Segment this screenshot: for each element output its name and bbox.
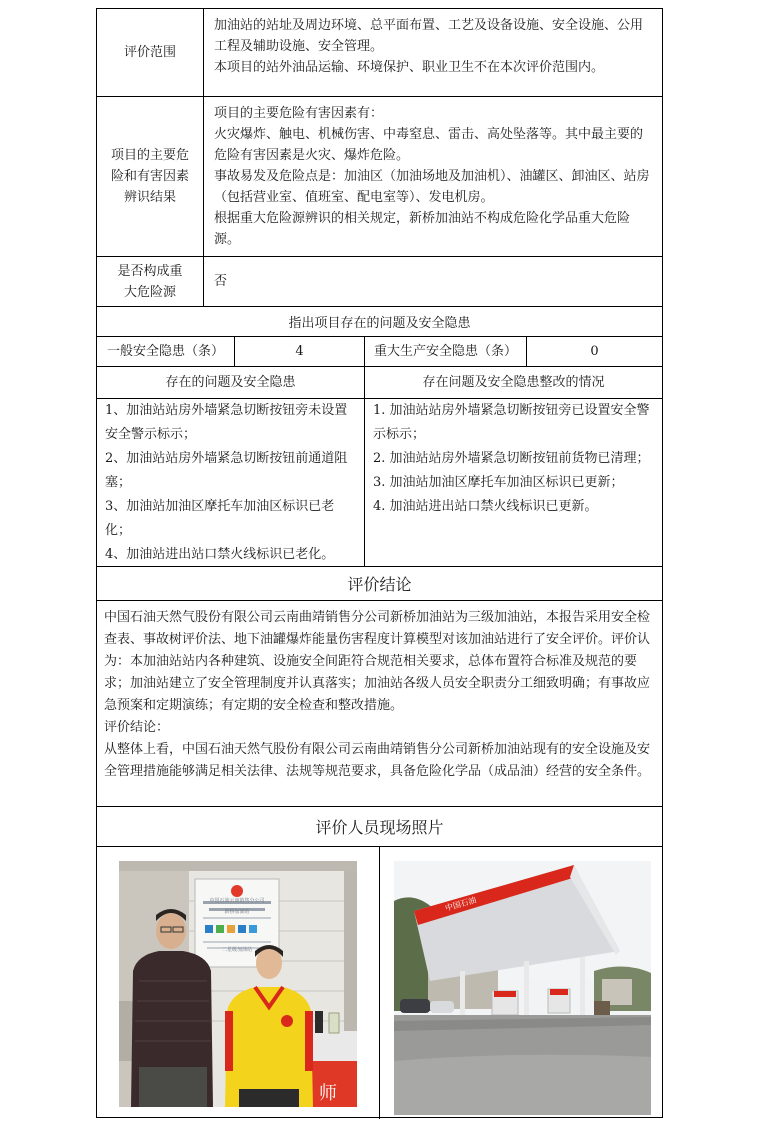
issues-left-header: 存在的问题及安全隐患 (97, 367, 365, 398)
fix-item-3: 3. 加油站加油区摩托车加油区标识已更新； (373, 475, 624, 490)
conclusion-content (97, 601, 662, 806)
general-hazard-count: 4 (235, 337, 365, 366)
issue-item-2: 2、加油站站房外墙紧急切断按钮前通道阻塞； (105, 450, 348, 490)
major-hazard-count-label: 重大生产安全隐患（条） (365, 337, 527, 366)
issue-item-1: 1、加油站站房外墙紧急切断按钮旁未设置安全警示标示； (105, 402, 348, 442)
hazards-row (97, 97, 662, 257)
conclusion-body: 中国石油天然气股份有限公司云南曲靖销售分公司新桥加油站为三级加油站，本报告采用安全检查表、事故树评价法、地下油罐爆炸能量伤害程度计算模型对该加油站进行了安全评价。评价认为：本加油站站内各种建筑、设施安全间距符合规范相关要求，总体布置符合标准及规范的要求；加油站建立了安全管理制度并认真落实；加油站各级人员安全职责分工细致明确；有事故应急预案和定期演练；有定期的安全检查和整改措施。 (104, 610, 651, 713)
major-hazard-value: 否 (214, 274, 228, 289)
issues-lists-row (97, 399, 662, 567)
conclusion-row (97, 601, 662, 807)
hazards-line-1: 项目的主要危险有害因素有： (214, 106, 384, 121)
hazards-line-4: 根据重大危险源辨识的相关规定，新桥加油站不构成危险化学品重大危险源。 (214, 211, 631, 247)
scope-row (97, 9, 662, 97)
major-hazard-label: 是否构成重大危险源 (97, 257, 204, 306)
photos-row (97, 847, 662, 1119)
issues-right-list (365, 399, 662, 566)
counts-row (97, 337, 662, 367)
inspectors-photo-image (119, 861, 357, 1107)
conclusion-final: 从整体上看，中国石油天然气股份有限公司云南曲靖销售分公司新桥加油站现有的安全设施及安全管理措施能够满足相关法律、法规等规范要求，具备危险化学品（成品油）经营的安全条件。 (104, 742, 651, 779)
hazards-line-3: 事故易发及危险点是：加油区（加油场地及加油机）、油罐区、卸油区、站房（包括营业室、值班室、配电室等）、发电机房。 (214, 169, 650, 205)
report-table (96, 8, 663, 1118)
station-sign: 中国石油 (444, 895, 478, 913)
hazards-line-2: 火灾爆炸、触电、机械伤害、中毒窒息、雷击、高处坠落等。其中最主要的危险有害因素是火灾、爆炸危险。 (214, 127, 644, 163)
scope-line-2: 本项目的站外油品运输、环境保护、职业卫生不在本次评价范围内。 (214, 60, 605, 75)
issues-columns-row (97, 367, 662, 399)
station-photo-image (394, 861, 651, 1115)
fix-item-4: 4. 加油站进出站口禁火线标识已更新。 (373, 499, 598, 514)
board-level: 二星级加油站 (221, 947, 253, 953)
board-name: 新桥加油站 (224, 909, 250, 915)
conclusion-sub-label: 评价结论： (104, 720, 170, 735)
fix-item-1: 1. 加油站站房外墙紧急切断按钮旁已设置安全警示标示； (373, 403, 650, 442)
general-hazard-label: 一般安全隐患（条） (97, 337, 235, 366)
issues-header: 指出项目存在的问题及安全隐患 (97, 307, 662, 337)
photos-header: 评价人员现场照片 (97, 807, 662, 847)
major-hazard-count: 0 (590, 344, 599, 359)
hazards-label: 项目的主要危险和有害因素辨识结果 (97, 97, 204, 256)
major-hazard-row (97, 257, 662, 307)
scope-content (204, 9, 662, 96)
hazards-content (204, 97, 662, 256)
photo-station (394, 861, 651, 1115)
photo-inspectors (119, 861, 357, 1107)
board-title: 中国石油云南销售分公司 (209, 898, 265, 904)
issues-right-header: 存在问题及安全隐患整改的情况 (422, 375, 605, 390)
conclusion-header: 评价结论 (97, 567, 662, 601)
scope-line-1: 加油站的站址及周边环境、总平面布置、工艺及设备设施、安全设施、公用工程及辅助设施、安全管理。 (214, 18, 644, 54)
issue-item-4: 4、加油站进出站口禁火线标识已老化。 (105, 546, 335, 562)
scope-label: 评价范围 (97, 9, 204, 96)
fix-item-2: 2. 加油站站房外墙紧急切断按钮前货物已清理； (373, 451, 650, 466)
issue-item-3: 3、加油站加油区摩托车加油区标识已老化； (105, 498, 335, 538)
banner-char: 师 (319, 1083, 337, 1104)
issues-left-list (97, 399, 365, 566)
